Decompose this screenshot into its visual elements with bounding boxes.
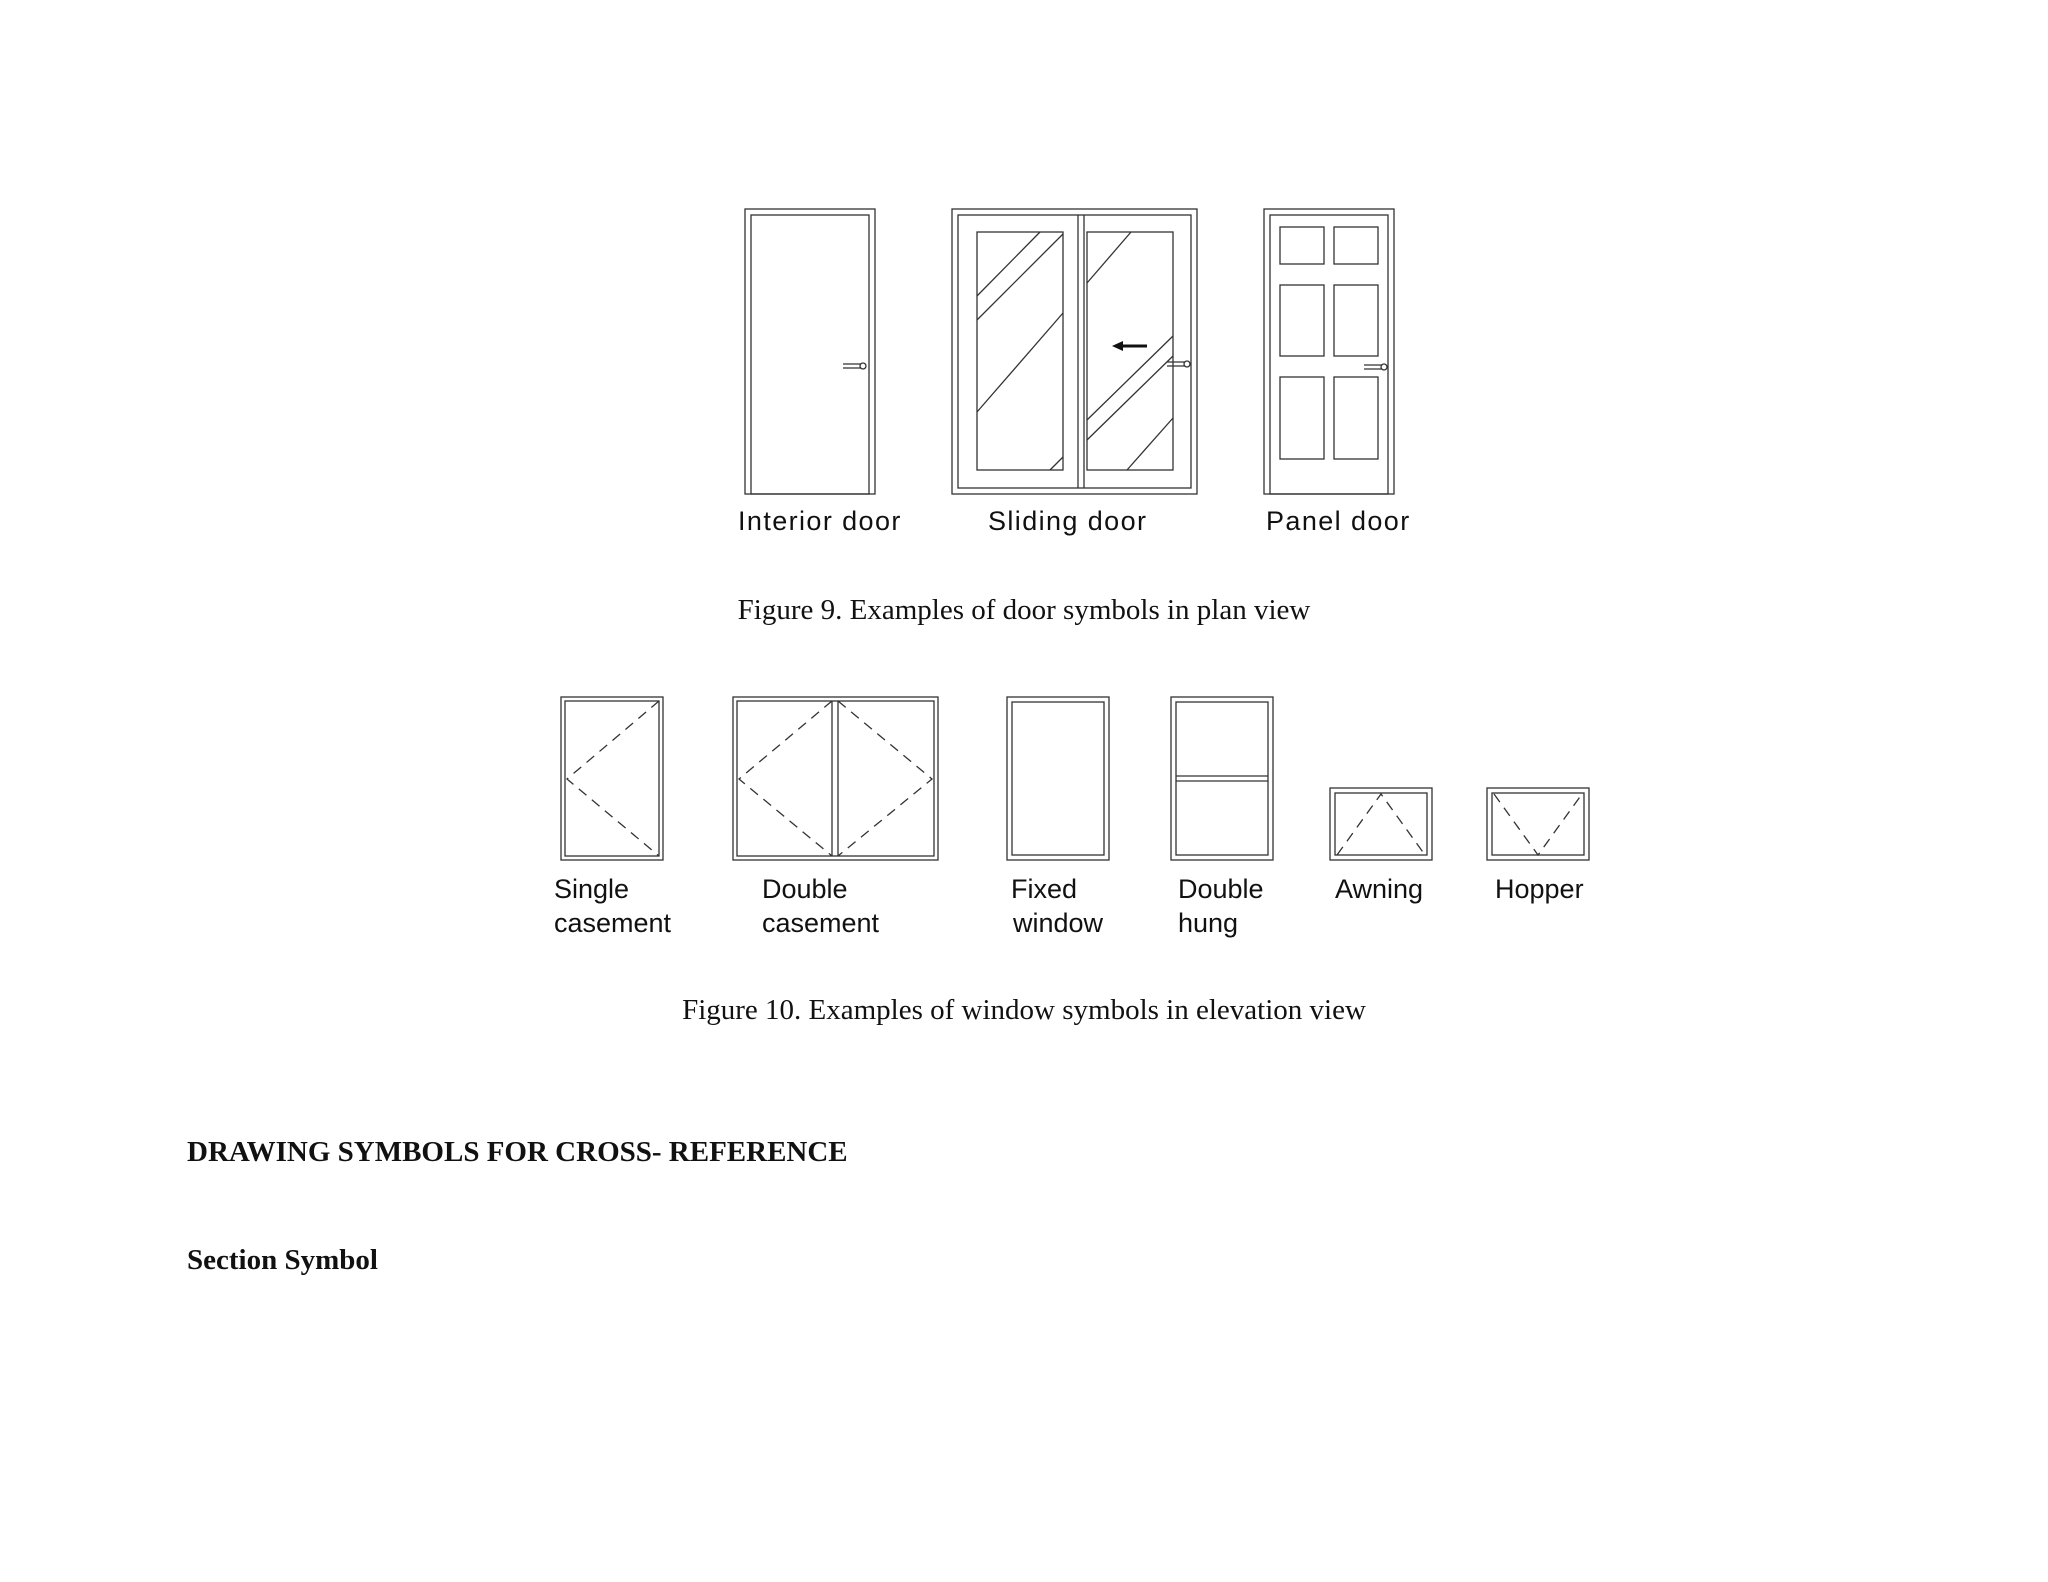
fixed-window-symbol: [1007, 697, 1109, 860]
label-single-casement-line1: Single: [554, 874, 630, 904]
label-sliding-door: Sliding door: [988, 506, 1148, 536]
label-single-casement-line2: casement: [554, 908, 672, 938]
subheading-section-symbol: Section Symbol: [187, 1244, 378, 1276]
double-casement-window-symbol: [733, 697, 938, 860]
label-double-casement-line1: Double: [762, 874, 848, 904]
section-heading: DRAWING SYMBOLS FOR CROSS- REFERENCE: [187, 1136, 848, 1168]
figure-9-caption: Figure 9. Examples of door symbols in plan view: [737, 594, 1311, 626]
awning-window-symbol: [1330, 788, 1432, 860]
label-double-hung-line2: hung: [1178, 908, 1239, 938]
double-hung-window-symbol: [1171, 697, 1273, 860]
label-awning: Awning: [1335, 874, 1424, 904]
label-double-casement-line2: casement: [762, 908, 880, 938]
single-casement-window-symbol: [561, 697, 663, 860]
label-hopper: Hopper: [1495, 874, 1584, 904]
label-fixed-window-line1: Fixed: [1011, 874, 1078, 904]
label-double-hung-line1: Double: [1178, 874, 1264, 904]
figure-10-caption: Figure 10. Examples of window symbols in elevation view: [682, 994, 1366, 1026]
label-panel-door: Panel door: [1266, 506, 1411, 536]
label-interior-door: Interior door: [738, 506, 902, 536]
label-fixed-window-line2: window: [1013, 908, 1104, 938]
hopper-window-symbol: [1487, 788, 1589, 860]
